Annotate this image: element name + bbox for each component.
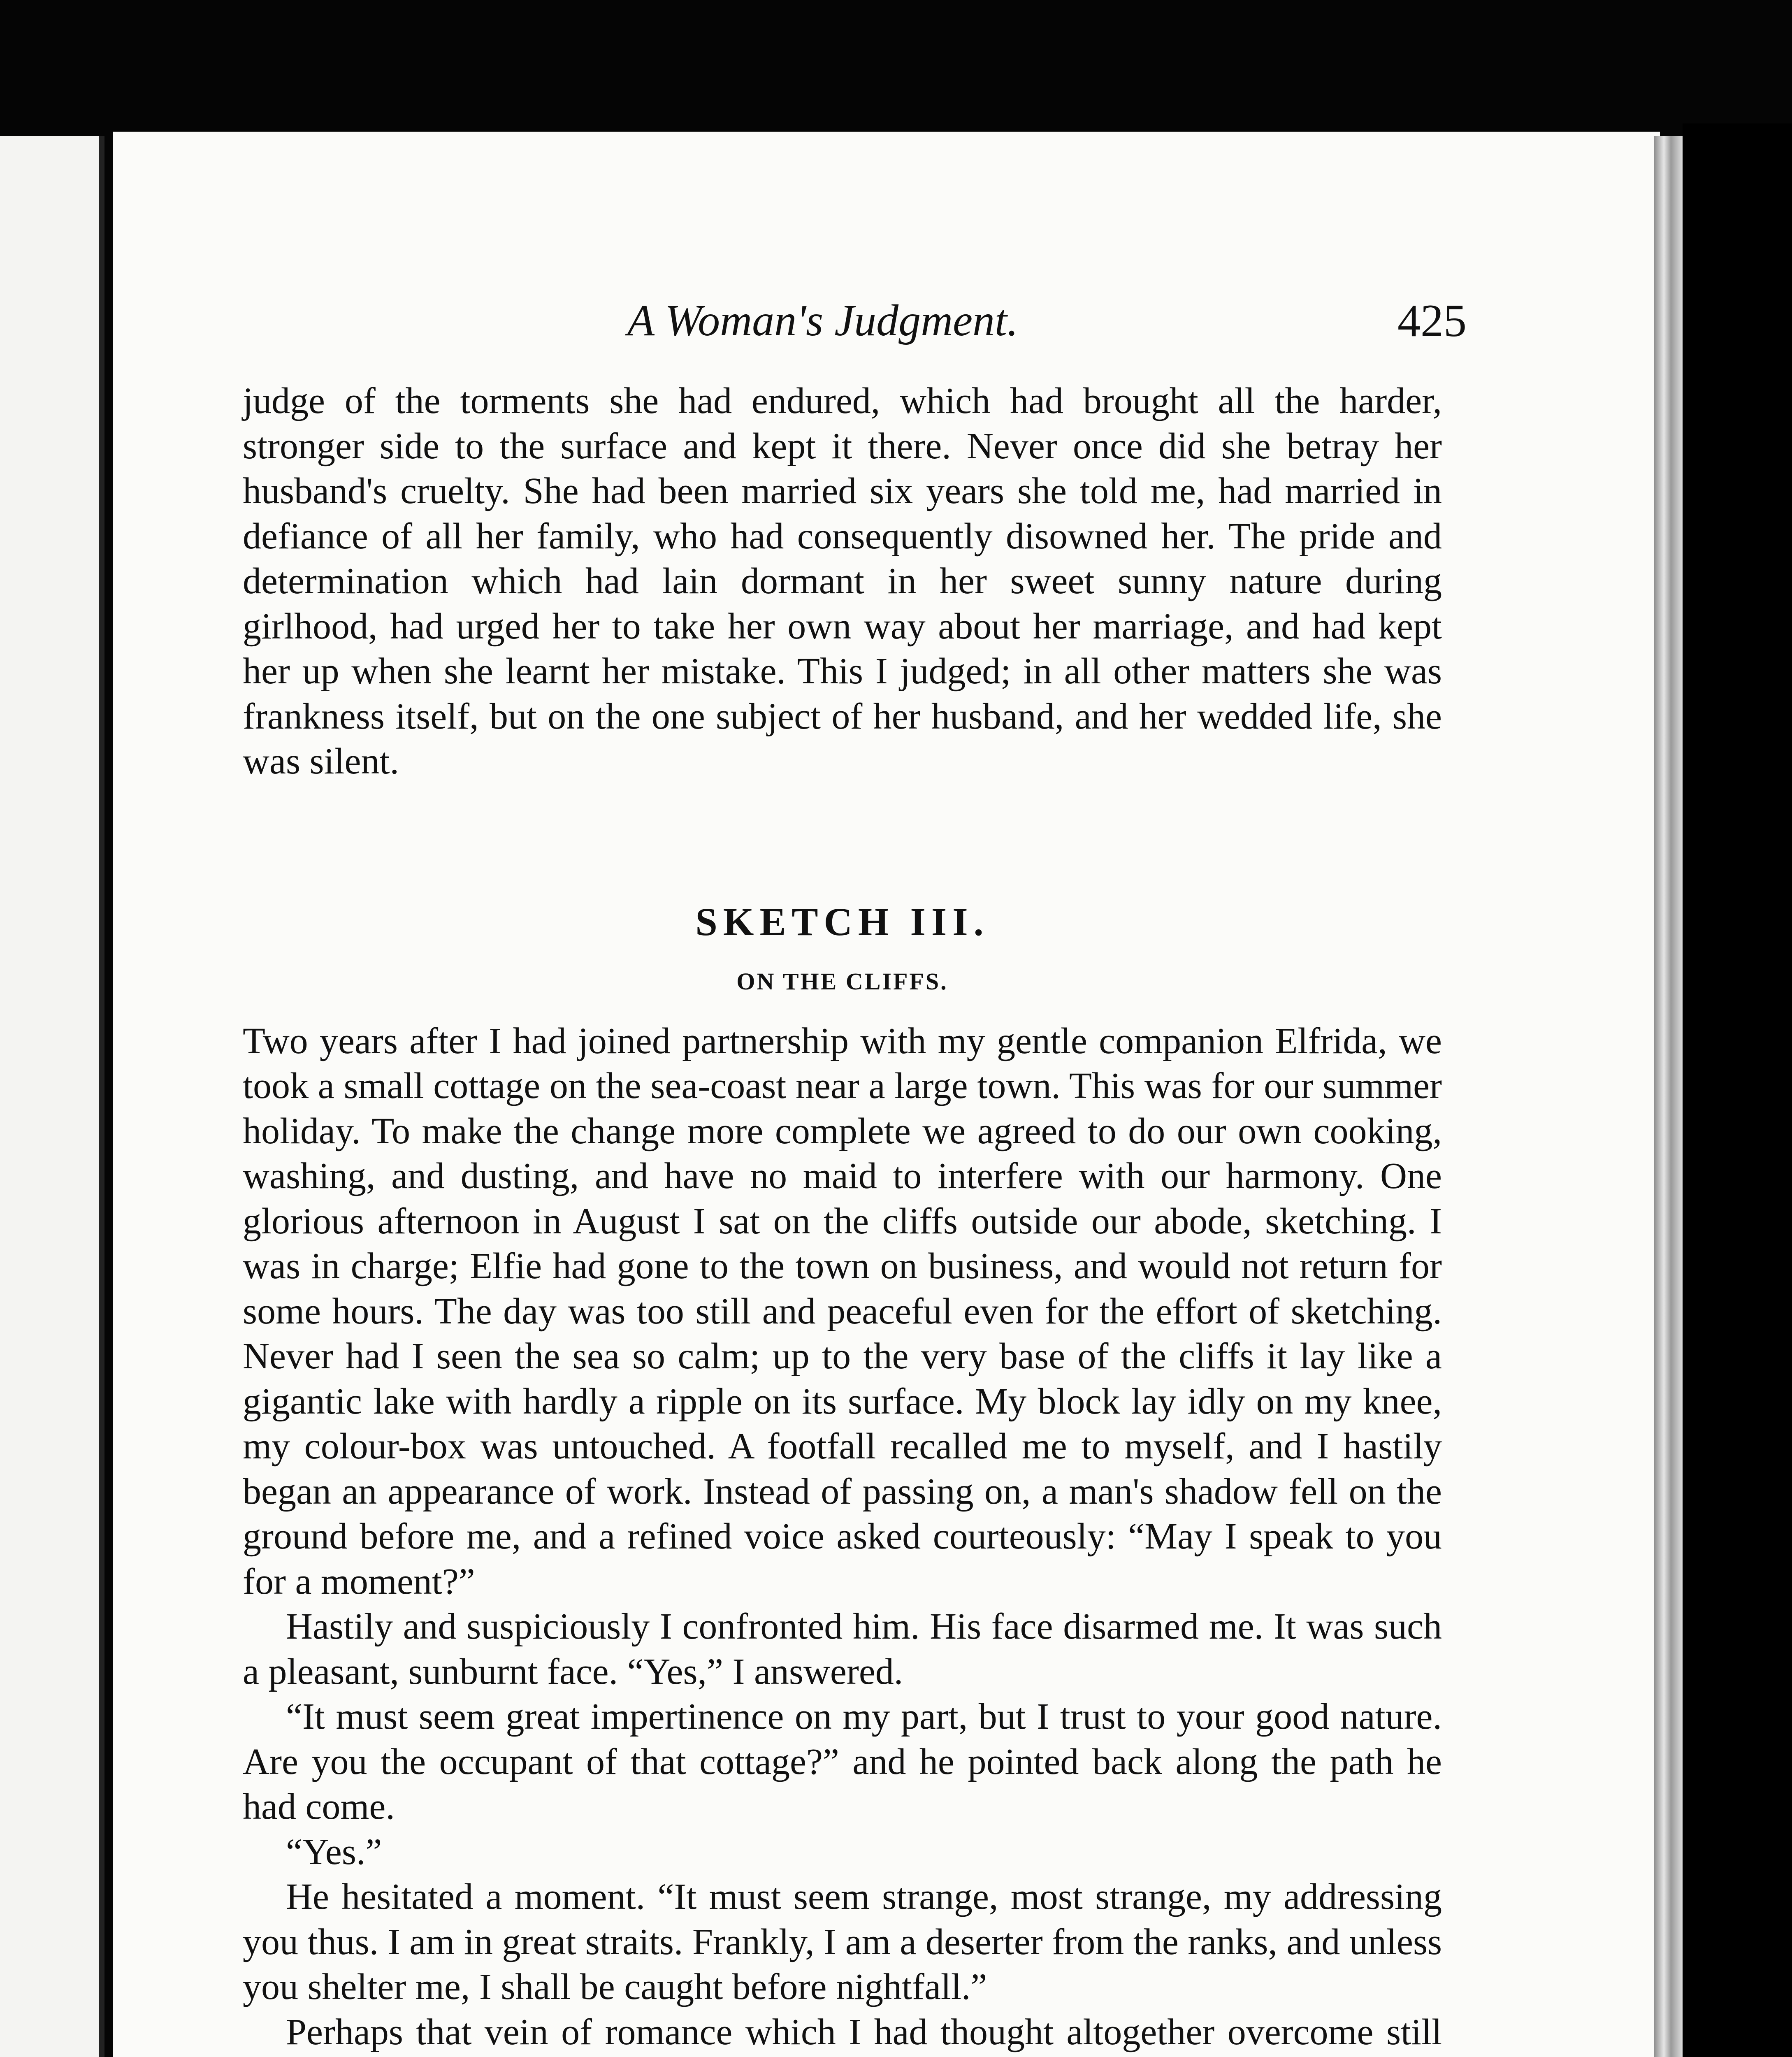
body-text bbox=[243, 378, 1442, 2057]
facing-page-edge bbox=[0, 136, 104, 2057]
paragraph: Perhaps that vein of romance which I had thought altogether overcome still bbox=[286, 2011, 1442, 2052]
paragraph: Hastily and suspiciously I confronted him. His face disarmed me. It was such a pleasant, sunburnt face. “Yes,” I answered. bbox=[243, 1606, 1442, 1692]
binding-edge bbox=[1683, 123, 1792, 2057]
paragraph: “It must seem great impertinence on my part, but I trust to your good nature. Are you the occupant of that cottage?” and he pointed back along the path he had come. bbox=[243, 1696, 1442, 1827]
paragraph: Two years after I had joined partnership with my gentle companion Elfrida, we took a small cottage on the sea-coast near a large town. This was for our summer holiday. To make the change more complete we agreed to do our own cooking, washing, and dusting, and have no maid to interfere with our harmony. One glorious afternoon in August I sat on the cliffs outside our abode, sketching. I was in charge; Elfie had gone to the town on business, and would not return for some hours. The day was too still and peaceful even for the effort of sketching. Never had I seen the sea so calm; up to the very base of the cliffs it lay like a gigantic lake with hardly a ripple on its surface. My block lay idly on my knee, my colour-box was untouched. A footfall recalled me to myself, and I hastily began an appearance of work. Instead of passing on, a man's shadow fell on the ground before me, and a refined voice asked courteously: “May I speak to you for a moment?” bbox=[243, 1020, 1442, 1602]
paragraph: He hesitated a moment. “It must seem strange, most strange, my addressing you thus. I am in great straits. Frankly, I am a deserter from the ranks, and unless you shelter me, I shall be caught before nightfall.” bbox=[243, 1876, 1442, 2007]
section-break bbox=[243, 784, 1442, 895]
page-number: 425 bbox=[1397, 295, 1467, 346]
page-gutter-shadow bbox=[1654, 136, 1683, 2057]
paragraph: judge of the torments she had endured, which had brought all the harder, stronger side to the surface and kept it there. Never once did she betray her husband's cruelty. She had been married six years she told me, had married in defiance of all her family, who had consequently disowned her. The pride and determination which had lain dormant in her sweet sunny nature during girlhood, had urged her to take her own way about her marriage, and had kept her up when she learnt her mistake. This I judged; in all other matters she was frankness itself, but on the one subject of her husband, and her wedded life, she was silent. bbox=[243, 381, 1442, 782]
running-head bbox=[113, 290, 1467, 352]
section-heading: SKETCH III. bbox=[695, 899, 989, 944]
running-title: A Woman's Judgment. bbox=[627, 296, 1019, 345]
section-subheading: ON THE CLIFFS. bbox=[736, 968, 948, 995]
paragraph: “Yes.” bbox=[286, 1831, 382, 1872]
